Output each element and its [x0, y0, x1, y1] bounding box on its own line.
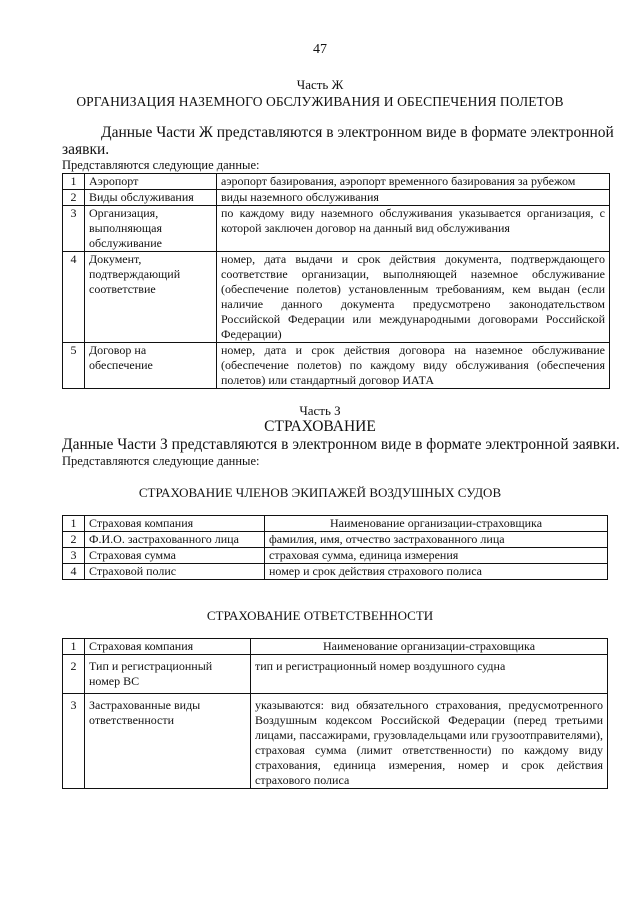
field-description: номер, дата и срок действия договора на наземное обслуживание (обеспечение полетов) по каждому виду обслуживания (обеспечения полетов) или стандартный договор ИАТА [217, 343, 610, 389]
field-name: Тип и регистрационный номер ВС [85, 655, 251, 694]
ground-service-table [62, 173, 610, 389]
part-z-subintro: Представляются следующие данные: [62, 454, 260, 468]
row-number: 1 [63, 639, 85, 655]
row-number: 2 [63, 190, 85, 206]
part-z-label: Часть З [299, 403, 341, 418]
field-name: Ф.И.О. застрахованного лица [85, 532, 265, 548]
part-z-intro: Данные Части З представляются в электронном виде в формате электронной заявки. [62, 436, 620, 453]
part-zh-subintro: Представляются следующие данные: [62, 158, 260, 172]
field-name: Организация, выполняющая обслуживание [85, 206, 217, 252]
row-number: 3 [63, 694, 85, 789]
field-name: Договор на обеспечение [85, 343, 217, 389]
field-description: номер и срок действия страхового полиса [265, 564, 608, 580]
field-name: Страховая компания [85, 516, 265, 532]
table-row [63, 252, 610, 343]
table-row [63, 206, 610, 252]
field-name: Страховая компания [85, 639, 251, 655]
row-number: 3 [63, 548, 85, 564]
table-row [63, 694, 608, 789]
crew-insurance-heading: СТРАХОВАНИЕ ЧЛЕНОВ ЭКИПАЖЕЙ ВОЗДУШНЫХ СУДОВ [138, 485, 502, 500]
field-description: Наименование организации-страховщика [265, 516, 608, 532]
liability-insurance-table [62, 638, 608, 789]
row-number: 5 [63, 343, 85, 389]
row-number: 2 [63, 655, 85, 694]
field-description: указываются: вид обязательного страхования, предусмотренного Воздушным кодексом Российской Федерации (перед третьими лицами, пассажирами, грузовладельцами или грузоотправителями), страховая сумма (лимит ответственности) по каждому виду страхования, единица измерения, номер и срок действия страхового полиса [251, 694, 608, 789]
row-number: 2 [63, 532, 85, 548]
part-zh-title: ОРГАНИЗАЦИЯ НАЗЕМНОГО ОБСЛУЖИВАНИЯ И ОБЕСПЕЧЕНИЯ ПОЛЕТОВ [76, 94, 564, 109]
row-number: 1 [63, 516, 85, 532]
table-row [63, 516, 608, 532]
field-name: Документ, подтверждающий соответствие [85, 252, 217, 343]
field-description: по каждому виду наземного обслуживания указывается организация, с которой заключен договор на данный вид обслуживания [217, 206, 610, 252]
page-number: 47 [313, 42, 327, 57]
row-number: 4 [63, 564, 85, 580]
part-z-title: СТРАХОВАНИЕ [264, 418, 376, 435]
field-description: номер, дата выдачи и срок действия документа, подтверждающего соответствие организации, выполняющей наземное обслуживание (обеспечение полетов) установленным требованиям, кем выдан (если наличие данного документа предусмотрено законодательством Российской Федерации или международными договорами Российской Федерации) [217, 252, 610, 343]
field-name: Застрахованные виды ответственности [85, 694, 251, 789]
part-zh-intro-line2: заявки. [62, 141, 110, 158]
crew-insurance-table [62, 515, 608, 580]
table-row [63, 190, 610, 206]
field-name: Виды обслуживания [85, 190, 217, 206]
row-number: 3 [63, 206, 85, 252]
field-description: фамилия, имя, отчество застрахованного лица [265, 532, 608, 548]
field-name: Аэропорт [85, 174, 217, 190]
field-name: Страховая сумма [85, 548, 265, 564]
field-description: аэропорт базирования, аэропорт временного базирования за рубежом [217, 174, 610, 190]
liability-insurance-heading: СТРАХОВАНИЕ ОТВЕТСТВЕННОСТИ [206, 608, 434, 623]
table-row [63, 174, 610, 190]
table-row [63, 343, 610, 389]
field-description: виды наземного обслуживания [217, 190, 610, 206]
table-row [63, 639, 608, 655]
table-row [63, 532, 608, 548]
table-row [63, 655, 608, 694]
field-description: страховая сумма, единица измерения [265, 548, 608, 564]
field-name: Страховой полис [85, 564, 265, 580]
field-description: тип и регистрационный номер воздушного судна [251, 655, 608, 694]
table-row [63, 564, 608, 580]
table-row [63, 548, 608, 564]
part-zh-intro-line1: Данные Части Ж представляются в электронном виде в формате электронной [101, 124, 614, 141]
field-description: Наименование организации-страховщика [251, 639, 608, 655]
row-number: 1 [63, 174, 85, 190]
row-number: 4 [63, 252, 85, 343]
part-zh-label: Часть Ж [296, 77, 344, 92]
